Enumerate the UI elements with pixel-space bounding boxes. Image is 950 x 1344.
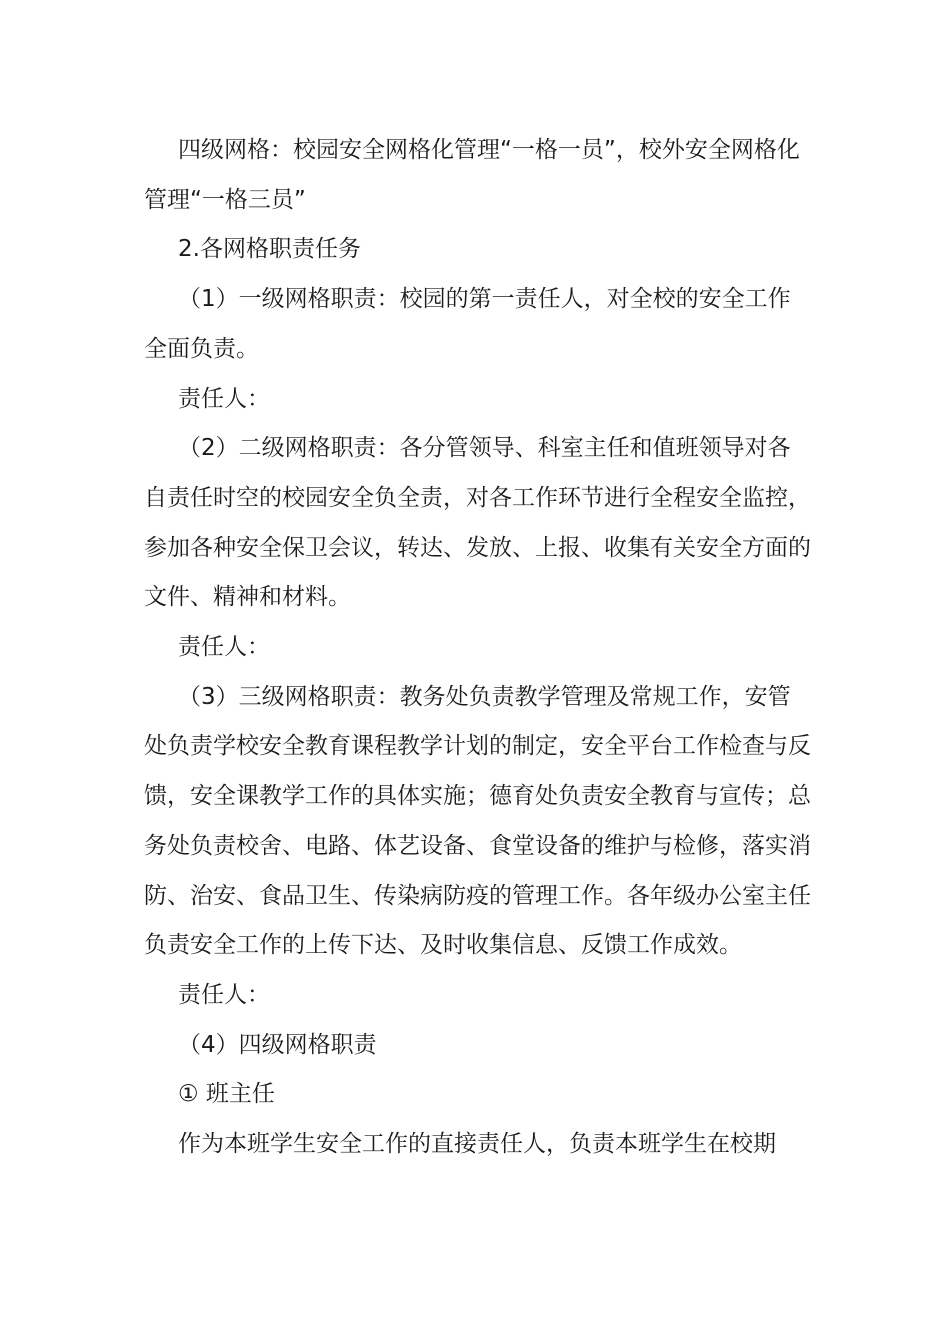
responsible-person-label-1: 责任人： (178, 385, 270, 412)
paragraph-level1-duties: （1）一级网格职责：校园的第一责任人，对全校的安全工作全面负责。 (144, 286, 791, 362)
heading-level4-duties: （4）四级网格职责 (178, 1031, 377, 1058)
document-body (144, 126, 812, 1170)
paragraph-level4-grid: 四级网格：校园安全网格化管理“一格一员”，校外安全网格化管理“一格三员” (144, 137, 800, 213)
heading-class-teacher: ① 班主任 (178, 1081, 275, 1108)
paragraph-level3-duties: （3）三级网格职责：教务处负责教学管理及常规工作，安管处负责学校安全教育课程教学计划的制定，安全平台工作检查与反馈，安全课教学工作的具体实施；德育处负责安全教育与宣传；总务处负责校舍、电路、体艺设备、食堂设备的维护与检修，落实消防、治安、食品卫生、传染病防疫的管理工作。各年级办公室主任负责安全工作的上传下达、及时收集信息、反馈工作成效。 (144, 683, 811, 959)
responsible-person-label-3: 责任人： (178, 981, 270, 1008)
paragraph-class-teacher: 作为本班学生安全工作的直接责任人，负责本班学生在校期 (178, 1131, 776, 1158)
heading-grid-duties: 2.各网格职责任务 (178, 236, 361, 263)
responsible-person-label-2: 责任人： (178, 634, 270, 661)
paragraph-level2-duties: （2）二级网格职责：各分管领导、科室主任和值班领导对各自责任时空的校园安全负全责，对各工作环节进行全程安全监控，参加各种安全保卫会议，转达、发放、上报、收集有关安全方面的文件、精神和材料。 (144, 435, 811, 611)
